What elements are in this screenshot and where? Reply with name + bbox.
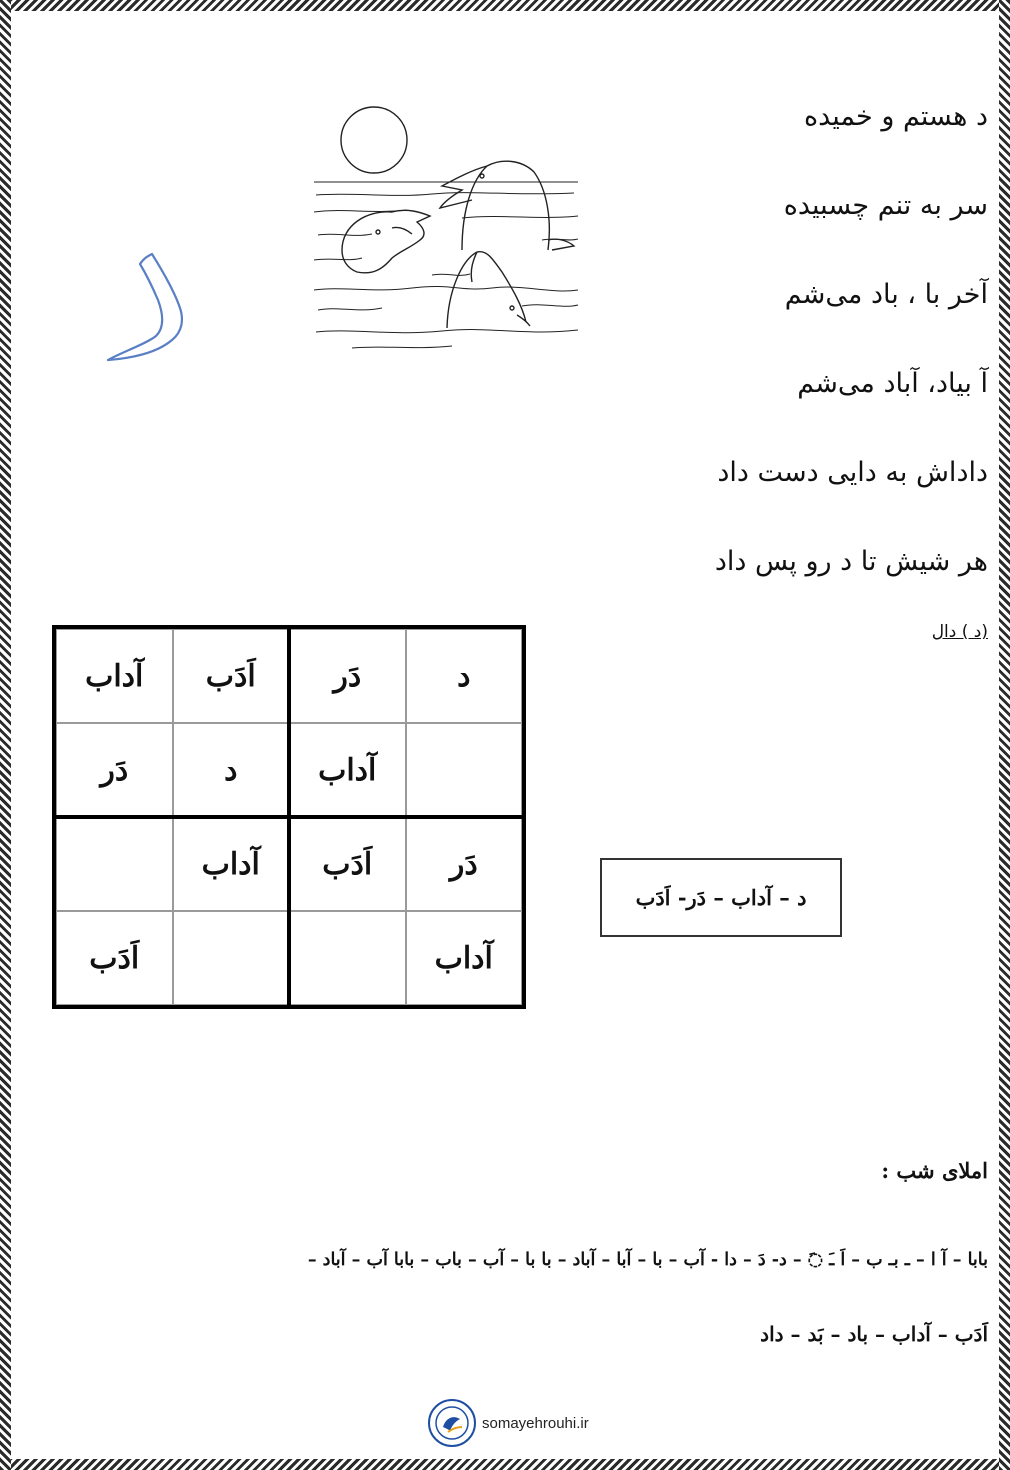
grid-cell[interactable]: اَدَب bbox=[173, 629, 290, 723]
big-letter-dal bbox=[92, 240, 202, 370]
border-bottom bbox=[0, 1459, 1010, 1470]
site-url[interactable]: somayehrouhi.ir bbox=[482, 1414, 589, 1432]
grid-divider-horizontal bbox=[52, 815, 526, 819]
poem-line: آ بیاد، آباد می‌شم bbox=[797, 368, 988, 399]
grid-cell[interactable] bbox=[289, 911, 406, 1005]
dolphin-left bbox=[342, 210, 430, 273]
logo-mark-icon bbox=[434, 1405, 470, 1441]
grid-cell[interactable]: آداب bbox=[289, 723, 406, 817]
poem bbox=[568, 92, 988, 626]
grid-cell[interactable] bbox=[173, 911, 290, 1005]
grid-cell[interactable]: آداب bbox=[56, 629, 173, 723]
dolphins-picture bbox=[312, 100, 580, 355]
dictation-line: اَدَب – آداب – باد – بَد – داد bbox=[760, 1322, 988, 1346]
grid-cell[interactable]: د bbox=[406, 629, 523, 723]
poem-line: هر شیش تا د رو پس داد bbox=[714, 546, 988, 577]
grid-cell[interactable]: دَر bbox=[289, 629, 406, 723]
grid-cell[interactable]: د bbox=[173, 723, 290, 817]
poem-line: آخر با ، باد می‌شم bbox=[784, 279, 988, 310]
dolphin-bottom bbox=[447, 252, 530, 328]
grid-cell[interactable]: اَدَب bbox=[289, 817, 406, 911]
poem-line: سر به تنم چسبیده bbox=[783, 190, 988, 221]
word-bank-box: د – آداب – دَر- اَدَب bbox=[600, 858, 842, 937]
dictation-title: املای شب : bbox=[881, 1158, 988, 1183]
poem-line: داداش به دایی دست داد bbox=[717, 457, 988, 488]
sun bbox=[341, 107, 407, 173]
footer bbox=[428, 1398, 589, 1448]
dolphin-center bbox=[440, 161, 574, 250]
grid-cell[interactable] bbox=[56, 817, 173, 911]
site-logo[interactable] bbox=[428, 1399, 476, 1447]
grid-cell[interactable]: دَر bbox=[406, 817, 523, 911]
letter-name-label: (د ) دال bbox=[931, 622, 988, 642]
grid-cell[interactable]: اَدَب bbox=[56, 911, 173, 1005]
border-left bbox=[0, 0, 11, 1470]
grid-cell[interactable] bbox=[406, 723, 523, 817]
poem-line: د هستم و خمیده bbox=[803, 101, 988, 132]
grid-cell[interactable]: آداب bbox=[173, 817, 290, 911]
border-right bbox=[999, 0, 1010, 1470]
border-top bbox=[0, 0, 1010, 11]
dictation-line: بابا – آ ا – ـ بـ ب – اَ ـَ ◌َ – د- دَ – دا - آب – با – آبا – آباد – با با – آب – باب – بابا آب – آباد – bbox=[307, 1250, 988, 1270]
grid-cell[interactable]: آداب bbox=[406, 911, 523, 1005]
grid-cell[interactable]: دَر bbox=[56, 723, 173, 817]
